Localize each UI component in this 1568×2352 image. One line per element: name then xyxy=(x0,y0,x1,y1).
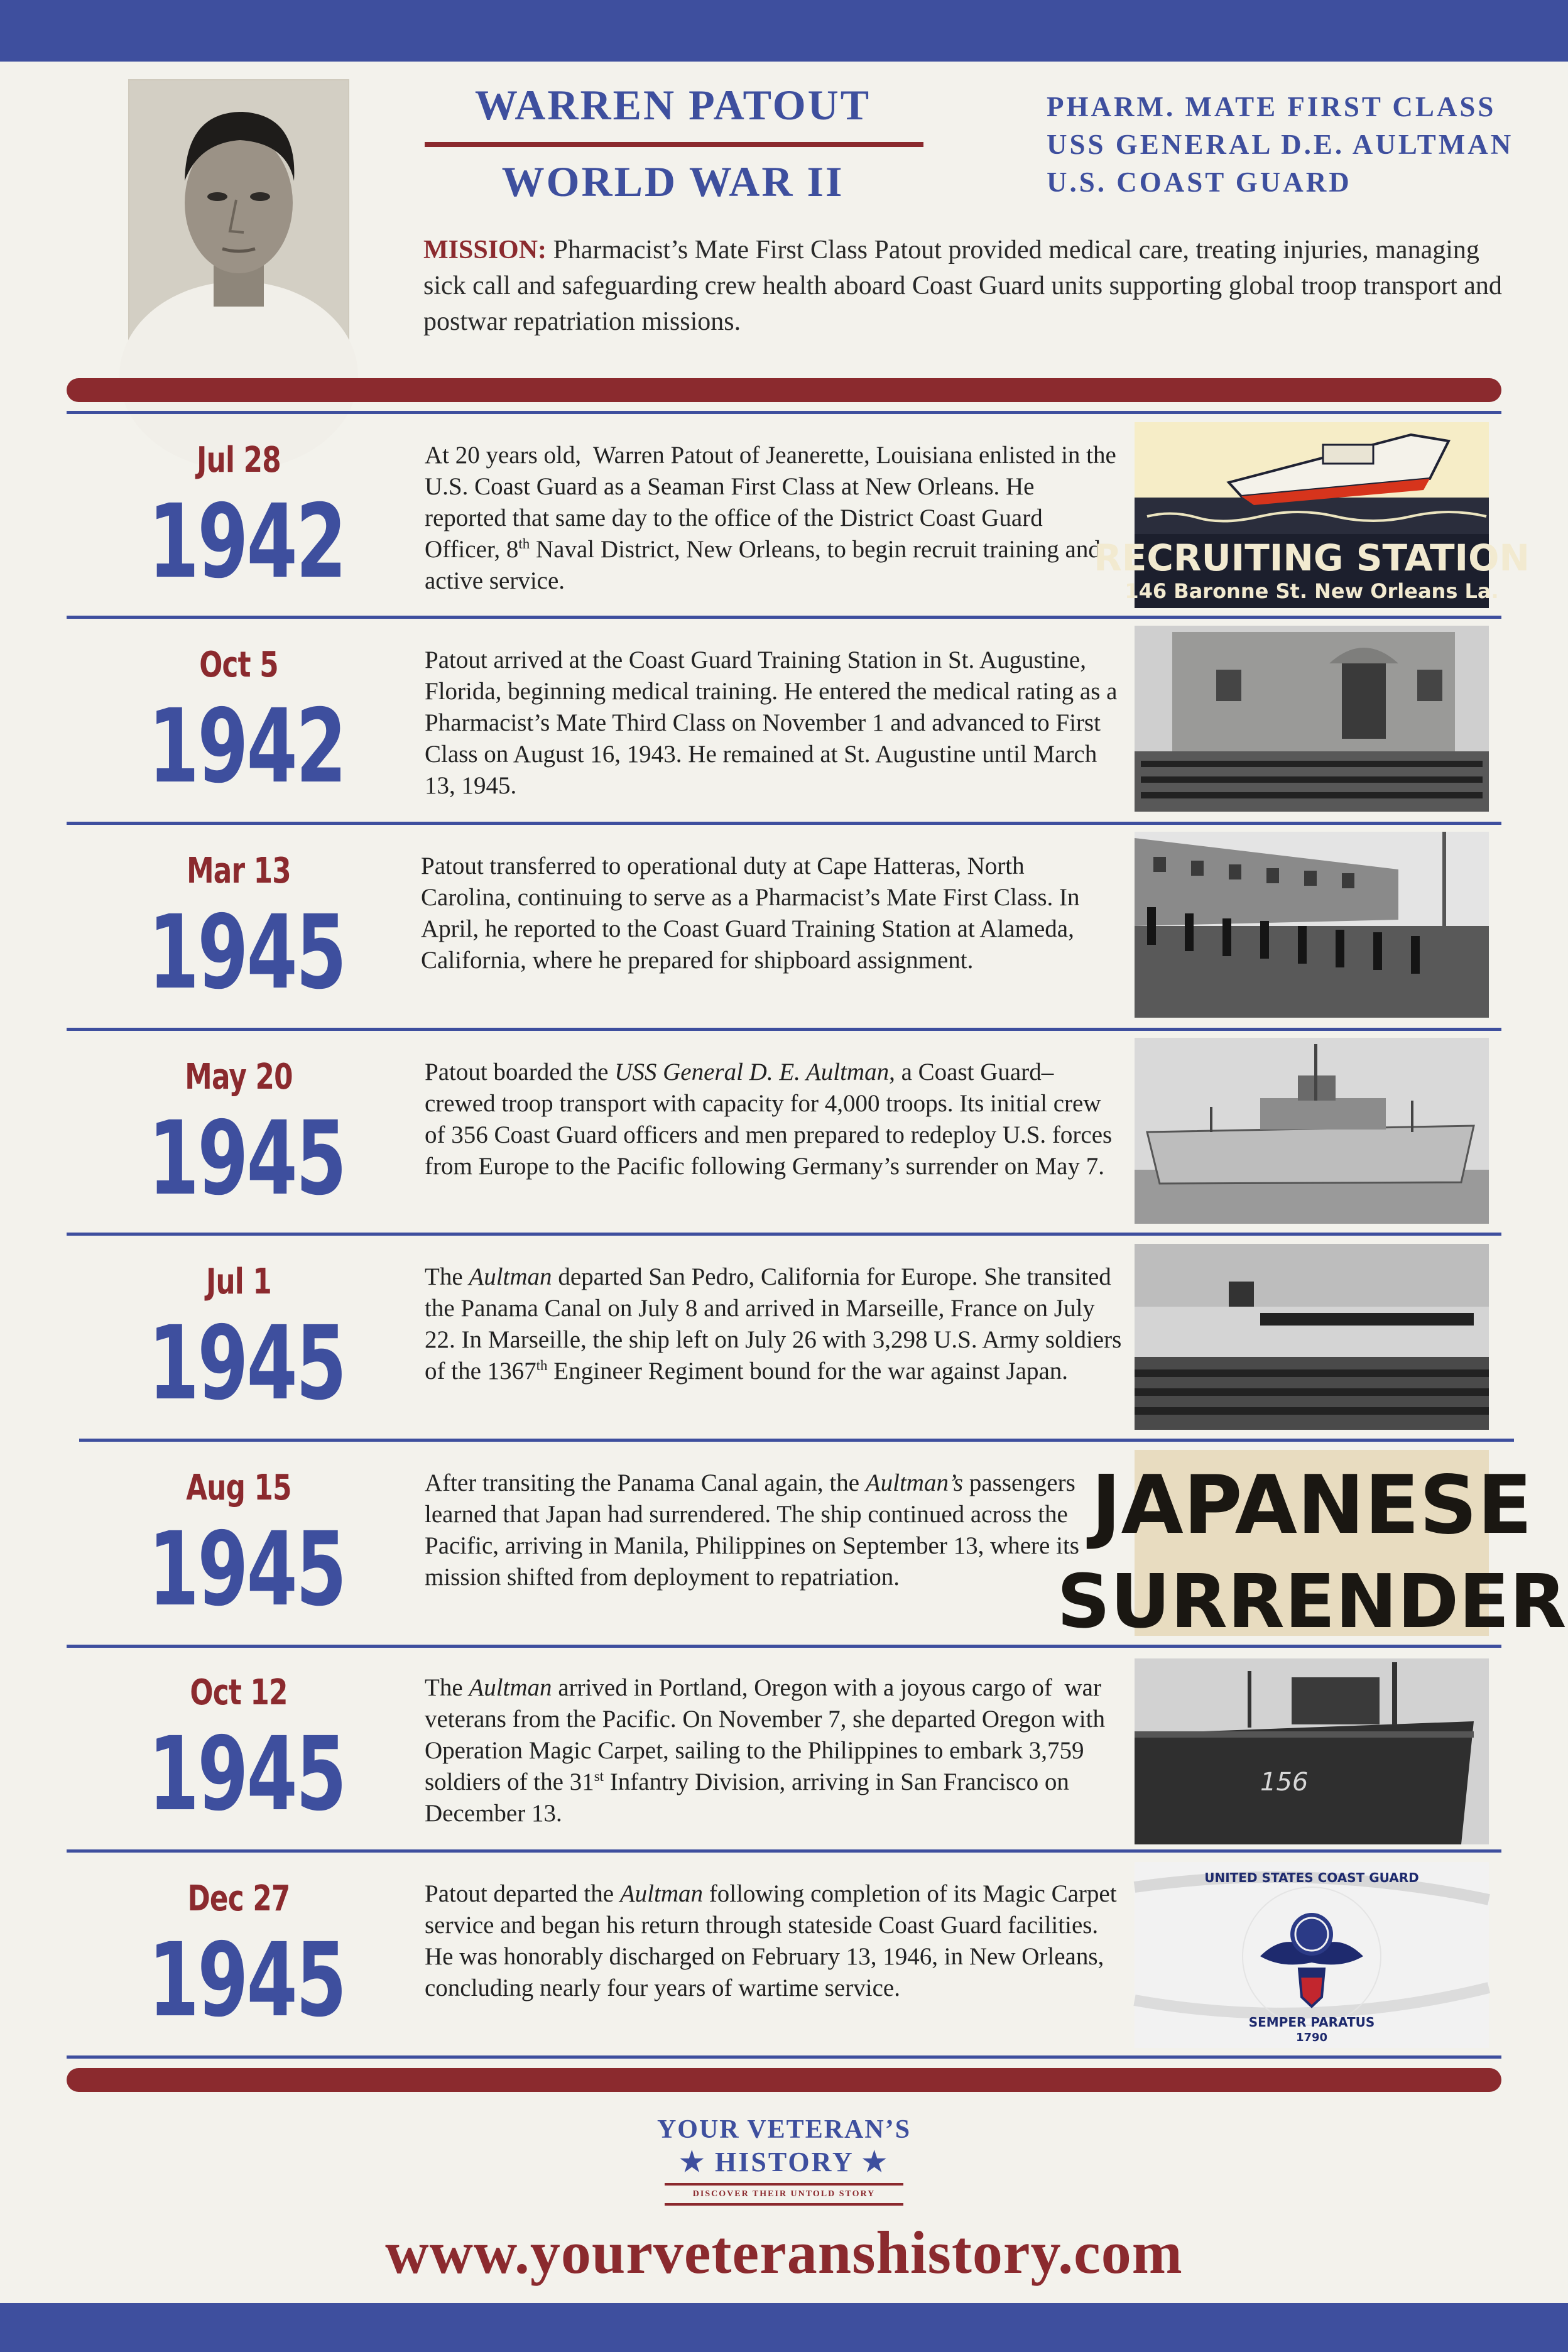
logo-line1: YOUR VETERAN’S xyxy=(656,2115,912,2144)
mission-label: MISSION: xyxy=(423,236,547,264)
timeline-date-2 xyxy=(113,645,364,806)
month-day: Dec 27 xyxy=(187,1878,290,1919)
text-part: arrived in Portland, Oregon with a joyous cargo of war veterans from the Pacific. On November 7, she departed Oregon with Operation Magic Carpet, sailing to the Philippines to embark 3,759 soldiers of the 31st Infantry Division, arriving in San Francisco on December 13. xyxy=(425,1674,1105,1827)
year: 1945 xyxy=(148,1305,346,1423)
top-divider-bar xyxy=(67,378,1501,402)
month-day: May 20 xyxy=(185,1057,293,1097)
ship-name: USS General D. E. Aultman xyxy=(614,1059,890,1086)
ship-name: Aultman xyxy=(469,1263,552,1290)
row-divider xyxy=(67,822,1501,825)
text-part: departed San Pedro, California for Europe. She transited the Panama Canal on July 8 and arrived in Marseille, France on July 22. In Marseille, the ship left on July 26 with 3,298 U.S. Army soldiers of the 1367th Engineer Regiment bound for the war against Japan. xyxy=(425,1263,1122,1385)
ship-name: Aultman xyxy=(469,1674,552,1701)
month-day: Aug 15 xyxy=(186,1467,291,1508)
month-day: Jul 1 xyxy=(205,1261,272,1302)
row-divider xyxy=(67,1233,1501,1236)
year: 1942 xyxy=(148,688,346,806)
row-divider xyxy=(67,1849,1501,1853)
seal-year: 1790 xyxy=(1295,2031,1328,2044)
your-veterans-history-logo xyxy=(653,2115,915,2206)
headline-line2: SURRENDER xyxy=(1057,1558,1567,1645)
uss-aultman-photo xyxy=(1135,1038,1489,1224)
headline-line1: JAPANESE xyxy=(1091,1459,1532,1552)
timeline-date-5 xyxy=(113,1261,364,1423)
ship-line: USS GENERAL D.E. AULTMAN xyxy=(1047,129,1514,160)
text-part: Patout departed the xyxy=(425,1880,620,1907)
branch-line: U.S. COAST GUARD xyxy=(1047,166,1352,198)
row-divider xyxy=(67,1028,1501,1031)
logo-line2: ★ HISTORY ★ xyxy=(679,2147,889,2177)
recruiting-sign-text: RECRUITING STATION xyxy=(1094,536,1530,579)
service-details xyxy=(1047,88,1513,201)
logo-rule xyxy=(665,2203,903,2206)
rank-line: PHARM. MATE FIRST CLASS xyxy=(1047,91,1496,122)
veteran-name: WARREN PATOUT xyxy=(474,81,871,129)
website-link[interactable]: www.yourveteranshistory.com xyxy=(385,2219,1183,2286)
text-part: following completion of its Magic Carpet service and began his return through stateside Coast Guard facilities. He was honorably discharged on February 13, 1946, in New Orleans, concluding nearly four years of wartime service. xyxy=(425,1880,1117,2001)
logo-rule xyxy=(665,2183,903,2186)
text-part: , a Coast Guard–crewed troop transport with capacity for 4,000 troops. Its initial crew of 356 Coast Guard officers and men prepared to redeploy U.S. forces from Europe to the Pacific following Germany’s surrender on May 7. xyxy=(425,1059,1113,1180)
timeline-date-7 xyxy=(113,1672,364,1834)
timeline-text-4 xyxy=(425,1057,1122,1182)
timeline-date-6 xyxy=(113,1467,364,1629)
month-day: Oct 5 xyxy=(199,645,278,685)
timeline-date-1 xyxy=(113,440,364,601)
alameda-parade-photo xyxy=(1135,832,1489,1018)
ship-name: Aultman xyxy=(619,1880,703,1907)
text-part: The xyxy=(425,1674,469,1701)
text-part: After transiting the Panama Canal again, the xyxy=(425,1469,866,1496)
name-divider xyxy=(425,142,923,147)
japanese-surrender-headline xyxy=(1057,1450,1567,1645)
month-day: Jul 28 xyxy=(197,440,281,481)
text-part: Patout boarded the xyxy=(425,1059,615,1086)
troops-aboard-photo xyxy=(1135,1244,1489,1430)
row-divider xyxy=(79,1439,1514,1442)
row-divider xyxy=(67,616,1501,619)
portrait-photo xyxy=(128,79,349,358)
ship-hull-156-photo xyxy=(1135,1658,1489,1844)
ship-name: Aultman’s xyxy=(865,1469,964,1496)
timeline-date-4 xyxy=(113,1057,364,1218)
bottom-banner xyxy=(0,2303,1568,2352)
year: 1945 xyxy=(148,894,346,1012)
timeline-text-5 xyxy=(425,1261,1122,1387)
row-divider xyxy=(67,411,1501,414)
war-title: WORLD WAR II xyxy=(501,158,844,205)
timeline-text-6 xyxy=(425,1467,1122,1593)
hull-number: 156 xyxy=(1260,1768,1309,1797)
year: 1945 xyxy=(148,1511,346,1629)
mission-statement xyxy=(423,232,1516,340)
timeline-date-3 xyxy=(113,851,364,1012)
top-banner xyxy=(0,0,1568,62)
coast-guard-flag-photo xyxy=(1135,1862,1489,2048)
text-part: The xyxy=(425,1263,469,1290)
timeline-text-3: Patout transferred to operational duty at Cape Hatteras, North Carolina, continuing to serve as a Pharmacist’s Mate First Class. In April, he reported to the Coast Guard Training Station at Alameda, California, where he prepared for shipboard assignment. xyxy=(421,852,1080,974)
month-day: Oct 12 xyxy=(190,1672,288,1713)
row-divider xyxy=(67,1645,1501,1648)
year: 1942 xyxy=(148,483,346,601)
timeline-text-7 xyxy=(425,1672,1122,1829)
year: 1945 xyxy=(148,1922,346,2040)
month-day: Mar 13 xyxy=(187,851,291,891)
logo-tagline: DISCOVER THEIR UNTOLD STORY xyxy=(692,2189,876,2199)
bottom-divider-bar xyxy=(67,2068,1501,2092)
timeline-text-8 xyxy=(425,1878,1122,2004)
year: 1945 xyxy=(148,1100,346,1218)
timeline-date-8 xyxy=(113,1878,364,2040)
timeline-text-1: At 20 years old, Warren Patout of Jeanerette, Louisiana enlisted in the U.S. Coast Guard as a Seaman First Class at New Orleans. He reported that same day to the office of the District Coast Guard Officer, 8th Naval District, New Orleans, to begin recruit training and active service. xyxy=(425,442,1116,594)
year: 1945 xyxy=(148,1716,346,1834)
recruiting-address-text: 146 Baronne St. New Orleans La. xyxy=(1124,579,1499,603)
seal-top-text: UNITED STATES COAST GUARD xyxy=(1204,1870,1419,1885)
seal-motto: SEMPER PARATUS xyxy=(1248,2015,1375,2030)
training-station-photo xyxy=(1135,626,1489,812)
mission-text: Pharmacist’s Mate First Class Patout provided medical care, treating injuries, managing sick call and safeguarding crew health aboard Coast Guard units supporting global troop transport and postwar repatriation missions. xyxy=(423,236,1502,336)
text-part: passengers learned that Japan had surrendered. The ship continued across the Pacific, arriving in Manila, Philippines on September 13, where its mission shifted from deployment to repatriation. xyxy=(425,1469,1079,1591)
timeline-text-2: Patout arrived at the Coast Guard Training Station in St. Augustine, Florida, beginning medical training. He entered the medical rating as a Pharmacist’s Mate Third Class on November 1 and advanced to First Class on August 16, 1943. He remained at St. Augustine until March 13, 1945. xyxy=(425,646,1118,799)
recruiting-station-photo xyxy=(1094,422,1530,608)
row-divider xyxy=(67,2055,1501,2059)
